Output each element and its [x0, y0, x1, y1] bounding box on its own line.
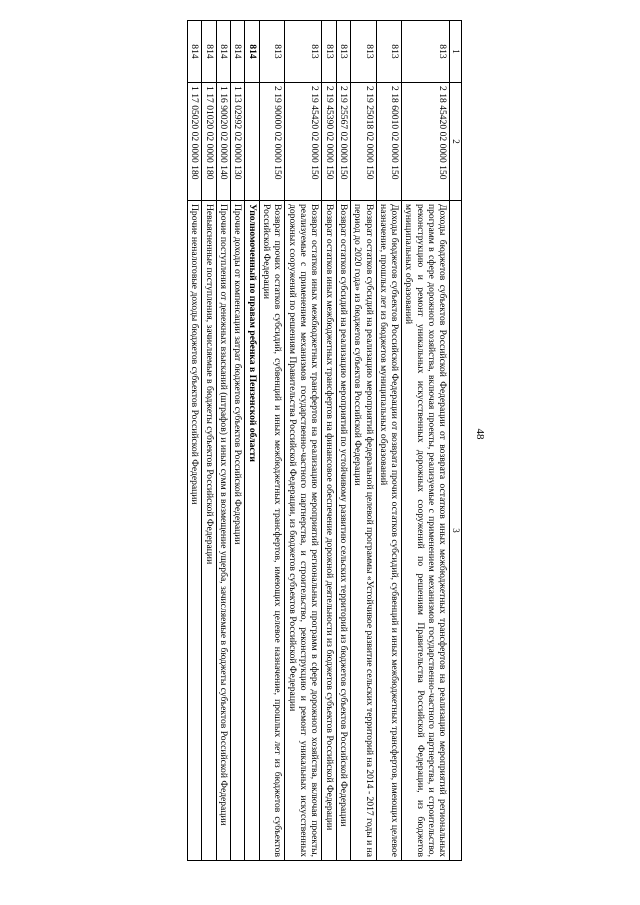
- admin-code-cell: 814: [216, 21, 230, 83]
- header-col-2: 2: [450, 83, 462, 201]
- admin-code-cell: 814: [231, 21, 245, 83]
- budget-code-cell: 2 18 45420 02 0000 150: [402, 83, 450, 201]
- description-cell: Прочие поступления от денежных взысканий (штрафов) и иных сумм в возмещение ущерба, зачисляемые в бюджеты субъектов Российской Федерации: [216, 201, 230, 861]
- table-row: [350, 21, 376, 861]
- table-row: [285, 21, 322, 861]
- budget-code-cell: [245, 83, 259, 201]
- admin-code-cell: 813: [285, 21, 322, 83]
- admin-code-cell: 814: [202, 21, 216, 83]
- table-row: [231, 21, 245, 861]
- description-cell: Доходы бюджетов субъектов Российской Федерации от возврата прочих остатков субсидий, субвенций и иных межбюджетных трансфертов, имеющих целевое назначение, прошлых лет из бюджетов муниципальных образований: [376, 201, 402, 861]
- table-row: [402, 21, 450, 861]
- description-cell: Невыясненные поступления, зачисляемые в бюджеты субъектов Российской Федерации: [202, 201, 216, 861]
- budget-code-cell: 1 17 01020 02 0000 180: [202, 83, 216, 201]
- admin-code-cell: 813: [376, 21, 402, 83]
- rotated-table-container: [12, 20, 462, 860]
- admin-code-cell: 813: [322, 21, 336, 83]
- page-number: 48: [474, 428, 486, 440]
- description-cell: Возврат прочих остатков субсидий, субвенций и иных межбюджетных трансфертов, имеющих целевое назначение, прошлых лет из бюджетов субъектов Российской Федерации: [259, 201, 285, 861]
- budget-code-cell: 2 19 45390 02 0000 150: [322, 83, 336, 201]
- budget-code-cell: 2 18 60010 02 0000 150: [376, 83, 402, 201]
- budget-code-cell: 1 16 90020 02 0000 140: [216, 83, 230, 201]
- admin-code-cell: 814: [188, 21, 202, 83]
- table-row: [202, 21, 216, 861]
- section-title-cell: Уполномоченный по правам ребенка в Пензенской области: [245, 201, 259, 861]
- table-header-row: [450, 21, 462, 861]
- table-row: [322, 21, 336, 861]
- description-cell: Возврат остатков иных межбюджетных трансфертов на финансовое обеспечение дорожной деятельности из бюджетов субъектов Российской Федерации: [322, 201, 336, 861]
- budget-code-cell: 2 19 45420 02 0000 150: [285, 83, 322, 201]
- description-cell: Доходы бюджетов субъектов Российской Федерации от возврата остатков иных межбюджетных трансфертов на реализацию мероприятий региональных программ в сфере дорожного хозяйства, включая проекты, реализуемые с применением механизмов государственно-частного партнерства, и строительство, реконструкцию и ремонт уникальных искусственных дорожных сооружений по решениям Правительства Российской Федерации, из бюджетов муниципальных образований: [402, 201, 450, 861]
- budget-code-cell: 1 17 05020 02 0000 180: [188, 83, 202, 201]
- section-header-row: [245, 21, 259, 861]
- budget-code-cell: 1 13 02992 02 0000 130: [231, 83, 245, 201]
- table-row: [376, 21, 402, 861]
- description-cell: Прочие неналоговые доходы бюджетов субъектов Российской Федерации: [188, 201, 202, 861]
- budget-code-cell: 2 19 90000 02 0000 150: [259, 83, 285, 201]
- table-row: [188, 21, 202, 861]
- budget-code-cell: 2 19 25567 02 0000 150: [336, 83, 350, 201]
- admin-code-cell: 813: [402, 21, 450, 83]
- revenue-codes-table: [187, 20, 462, 861]
- table-row: [336, 21, 350, 861]
- admin-code-cell: 813: [350, 21, 376, 83]
- budget-code-cell: 2 19 25018 02 0000 150: [350, 83, 376, 201]
- header-col-3: 3: [450, 201, 462, 861]
- admin-code-cell: 814: [245, 21, 259, 83]
- description-cell: Возврат остатков субсидий на реализацию мероприятий по устойчивому развитию сельских территорий из бюджетов субъектов Российской Федерации: [336, 201, 350, 861]
- table-row: [259, 21, 285, 861]
- description-cell: Возврат остатков иных межбюджетных трансфертов на реализацию мероприятий региональных программ в сфере дорожного хозяйства, включая проекты, реализуемые с применением механизмов государственно-частного партнерства, и строительство, реконструкцию и ремонт уникальных искусственных дорожных сооружений по решениям Правительства Российской Федерации, из бюджетов субъектов Российской Федерации: [285, 201, 322, 861]
- admin-code-cell: 813: [259, 21, 285, 83]
- description-cell: Прочие доходы от компенсации затрат бюджетов субъектов Российской Федерации: [231, 201, 245, 861]
- admin-code-cell: 813: [336, 21, 350, 83]
- description-cell: Возврат остатков субсидий на реализацию мероприятий федеральной целевой программы «Устойчивое развитие сельских территорий на 2014 - 2017 годы и на период до 2020 года» из бюджетов субъектов Российской Федерации: [350, 201, 376, 861]
- table-row: [216, 21, 230, 861]
- header-col-1: 1: [450, 21, 462, 83]
